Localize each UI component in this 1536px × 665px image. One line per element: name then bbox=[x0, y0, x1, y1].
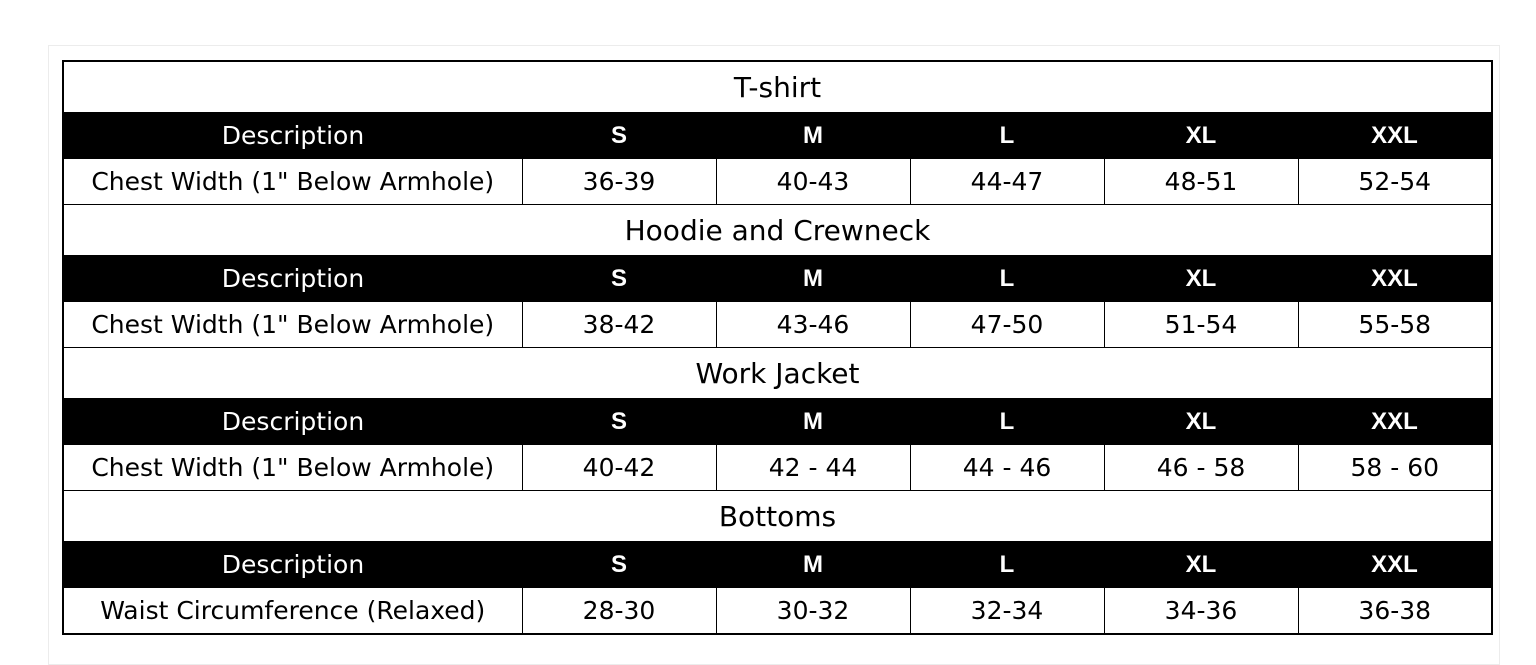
header-size-l: L bbox=[910, 112, 1104, 159]
section-title: Work Jacket bbox=[63, 348, 1492, 399]
header-description: Description bbox=[63, 112, 522, 159]
header-size-s: S bbox=[522, 112, 716, 159]
value-cell: 52-54 bbox=[1298, 159, 1492, 205]
value-cell: 38-42 bbox=[522, 302, 716, 348]
value-cell: 44 - 46 bbox=[910, 445, 1104, 491]
section-title-row bbox=[63, 61, 1492, 112]
header-size-m: M bbox=[716, 255, 910, 302]
value-cell: 46 - 58 bbox=[1104, 445, 1298, 491]
header-size-m: M bbox=[716, 112, 910, 159]
measurement-row bbox=[63, 159, 1492, 205]
value-cell: 40-43 bbox=[716, 159, 910, 205]
header-size-s: S bbox=[522, 541, 716, 588]
value-cell: 48-51 bbox=[1104, 159, 1298, 205]
section-title-row bbox=[63, 491, 1492, 542]
header-size-m: M bbox=[716, 398, 910, 445]
header-size-xxl: XXL bbox=[1298, 398, 1492, 445]
value-cell: 47-50 bbox=[910, 302, 1104, 348]
measurement-label: Chest Width (1" Below Armhole) bbox=[63, 302, 522, 348]
header-row bbox=[63, 398, 1492, 445]
value-cell: 28-30 bbox=[522, 588, 716, 634]
section-title: Bottoms bbox=[63, 491, 1492, 542]
header-row bbox=[63, 112, 1492, 159]
measurement-label: Chest Width (1" Below Armhole) bbox=[63, 445, 522, 491]
header-size-l: L bbox=[910, 398, 1104, 445]
value-cell: 32-34 bbox=[910, 588, 1104, 634]
measurement-row bbox=[63, 445, 1492, 491]
value-cell: 51-54 bbox=[1104, 302, 1298, 348]
section-title-row bbox=[63, 205, 1492, 256]
measurement-row bbox=[63, 302, 1492, 348]
header-description: Description bbox=[63, 398, 522, 445]
measurement-label: Chest Width (1" Below Armhole) bbox=[63, 159, 522, 205]
value-cell: 43-46 bbox=[716, 302, 910, 348]
header-size-xxl: XXL bbox=[1298, 255, 1492, 302]
header-size-l: L bbox=[910, 541, 1104, 588]
header-size-xxl: XXL bbox=[1298, 541, 1492, 588]
size-chart-table bbox=[62, 60, 1493, 635]
value-cell: 34-36 bbox=[1104, 588, 1298, 634]
header-size-xxl: XXL bbox=[1298, 112, 1492, 159]
header-size-s: S bbox=[522, 255, 716, 302]
header-size-m: M bbox=[716, 541, 910, 588]
value-cell: 58 - 60 bbox=[1298, 445, 1492, 491]
section-title: T-shirt bbox=[63, 61, 1492, 112]
header-description: Description bbox=[63, 541, 522, 588]
header-size-s: S bbox=[522, 398, 716, 445]
value-cell: 42 - 44 bbox=[716, 445, 910, 491]
section-title: Hoodie and Crewneck bbox=[63, 205, 1492, 256]
section-title-row bbox=[63, 348, 1492, 399]
value-cell: 40-42 bbox=[522, 445, 716, 491]
value-cell: 44-47 bbox=[910, 159, 1104, 205]
header-size-xl: XL bbox=[1104, 255, 1298, 302]
value-cell: 36-38 bbox=[1298, 588, 1492, 634]
header-size-xl: XL bbox=[1104, 398, 1298, 445]
header-row bbox=[63, 541, 1492, 588]
measurement-label: Waist Circumference (Relaxed) bbox=[63, 588, 522, 634]
header-size-xl: XL bbox=[1104, 112, 1298, 159]
header-row bbox=[63, 255, 1492, 302]
header-size-l: L bbox=[910, 255, 1104, 302]
header-size-xl: XL bbox=[1104, 541, 1298, 588]
header-description: Description bbox=[63, 255, 522, 302]
value-cell: 55-58 bbox=[1298, 302, 1492, 348]
value-cell: 30-32 bbox=[716, 588, 910, 634]
measurement-row bbox=[63, 588, 1492, 634]
value-cell: 36-39 bbox=[522, 159, 716, 205]
